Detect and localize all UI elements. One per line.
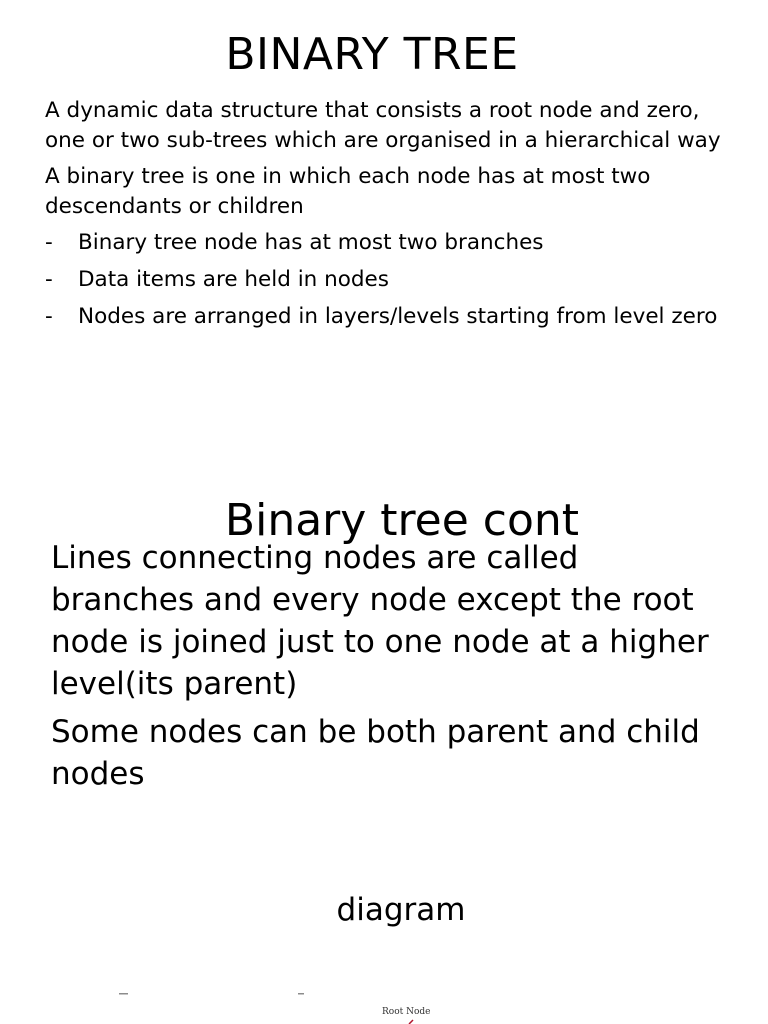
root-node-label: Root Node bbox=[382, 1007, 431, 1017]
scan-mark-center bbox=[298, 993, 304, 995]
bullet-marker: - bbox=[45, 304, 53, 329]
slide1-content bbox=[45, 96, 735, 339]
definition-paragraph: A dynamic data structure that consists a root node and zero, one or two sub-trees which are organised in a hierarchical way bbox=[45, 98, 721, 153]
parent-child-paragraph: Some nodes can be both parent and child nodes bbox=[51, 714, 700, 792]
diagram-label: diagram bbox=[336, 892, 466, 928]
list-item bbox=[45, 228, 735, 258]
binary-tree-paragraph: A binary tree is one in which each node has at most two descendants or children bbox=[45, 164, 651, 219]
branches-paragraph: Lines connecting nodes are called branches and every node except the root node is joined just to one node at a higher level(its parent) bbox=[51, 540, 709, 702]
scan-mark-left bbox=[119, 993, 128, 995]
section-title: Binary tree cont bbox=[224, 495, 580, 546]
slide2-content bbox=[51, 537, 731, 801]
page-title: BINARY TREE bbox=[225, 29, 519, 80]
list-item bbox=[45, 265, 735, 295]
bullet-text: Data items are held in nodes bbox=[78, 267, 389, 292]
root-node-branch bbox=[409, 1020, 413, 1024]
bullet-list bbox=[45, 228, 735, 332]
diagram-fragment bbox=[0, 985, 768, 1024]
bullet-text: Binary tree node has at most two branches bbox=[78, 230, 544, 255]
list-item bbox=[45, 302, 735, 332]
bullet-text: Nodes are arranged in layers/levels starting from level zero bbox=[78, 304, 718, 329]
bullet-marker: - bbox=[45, 230, 53, 255]
bullet-marker: - bbox=[45, 267, 53, 292]
